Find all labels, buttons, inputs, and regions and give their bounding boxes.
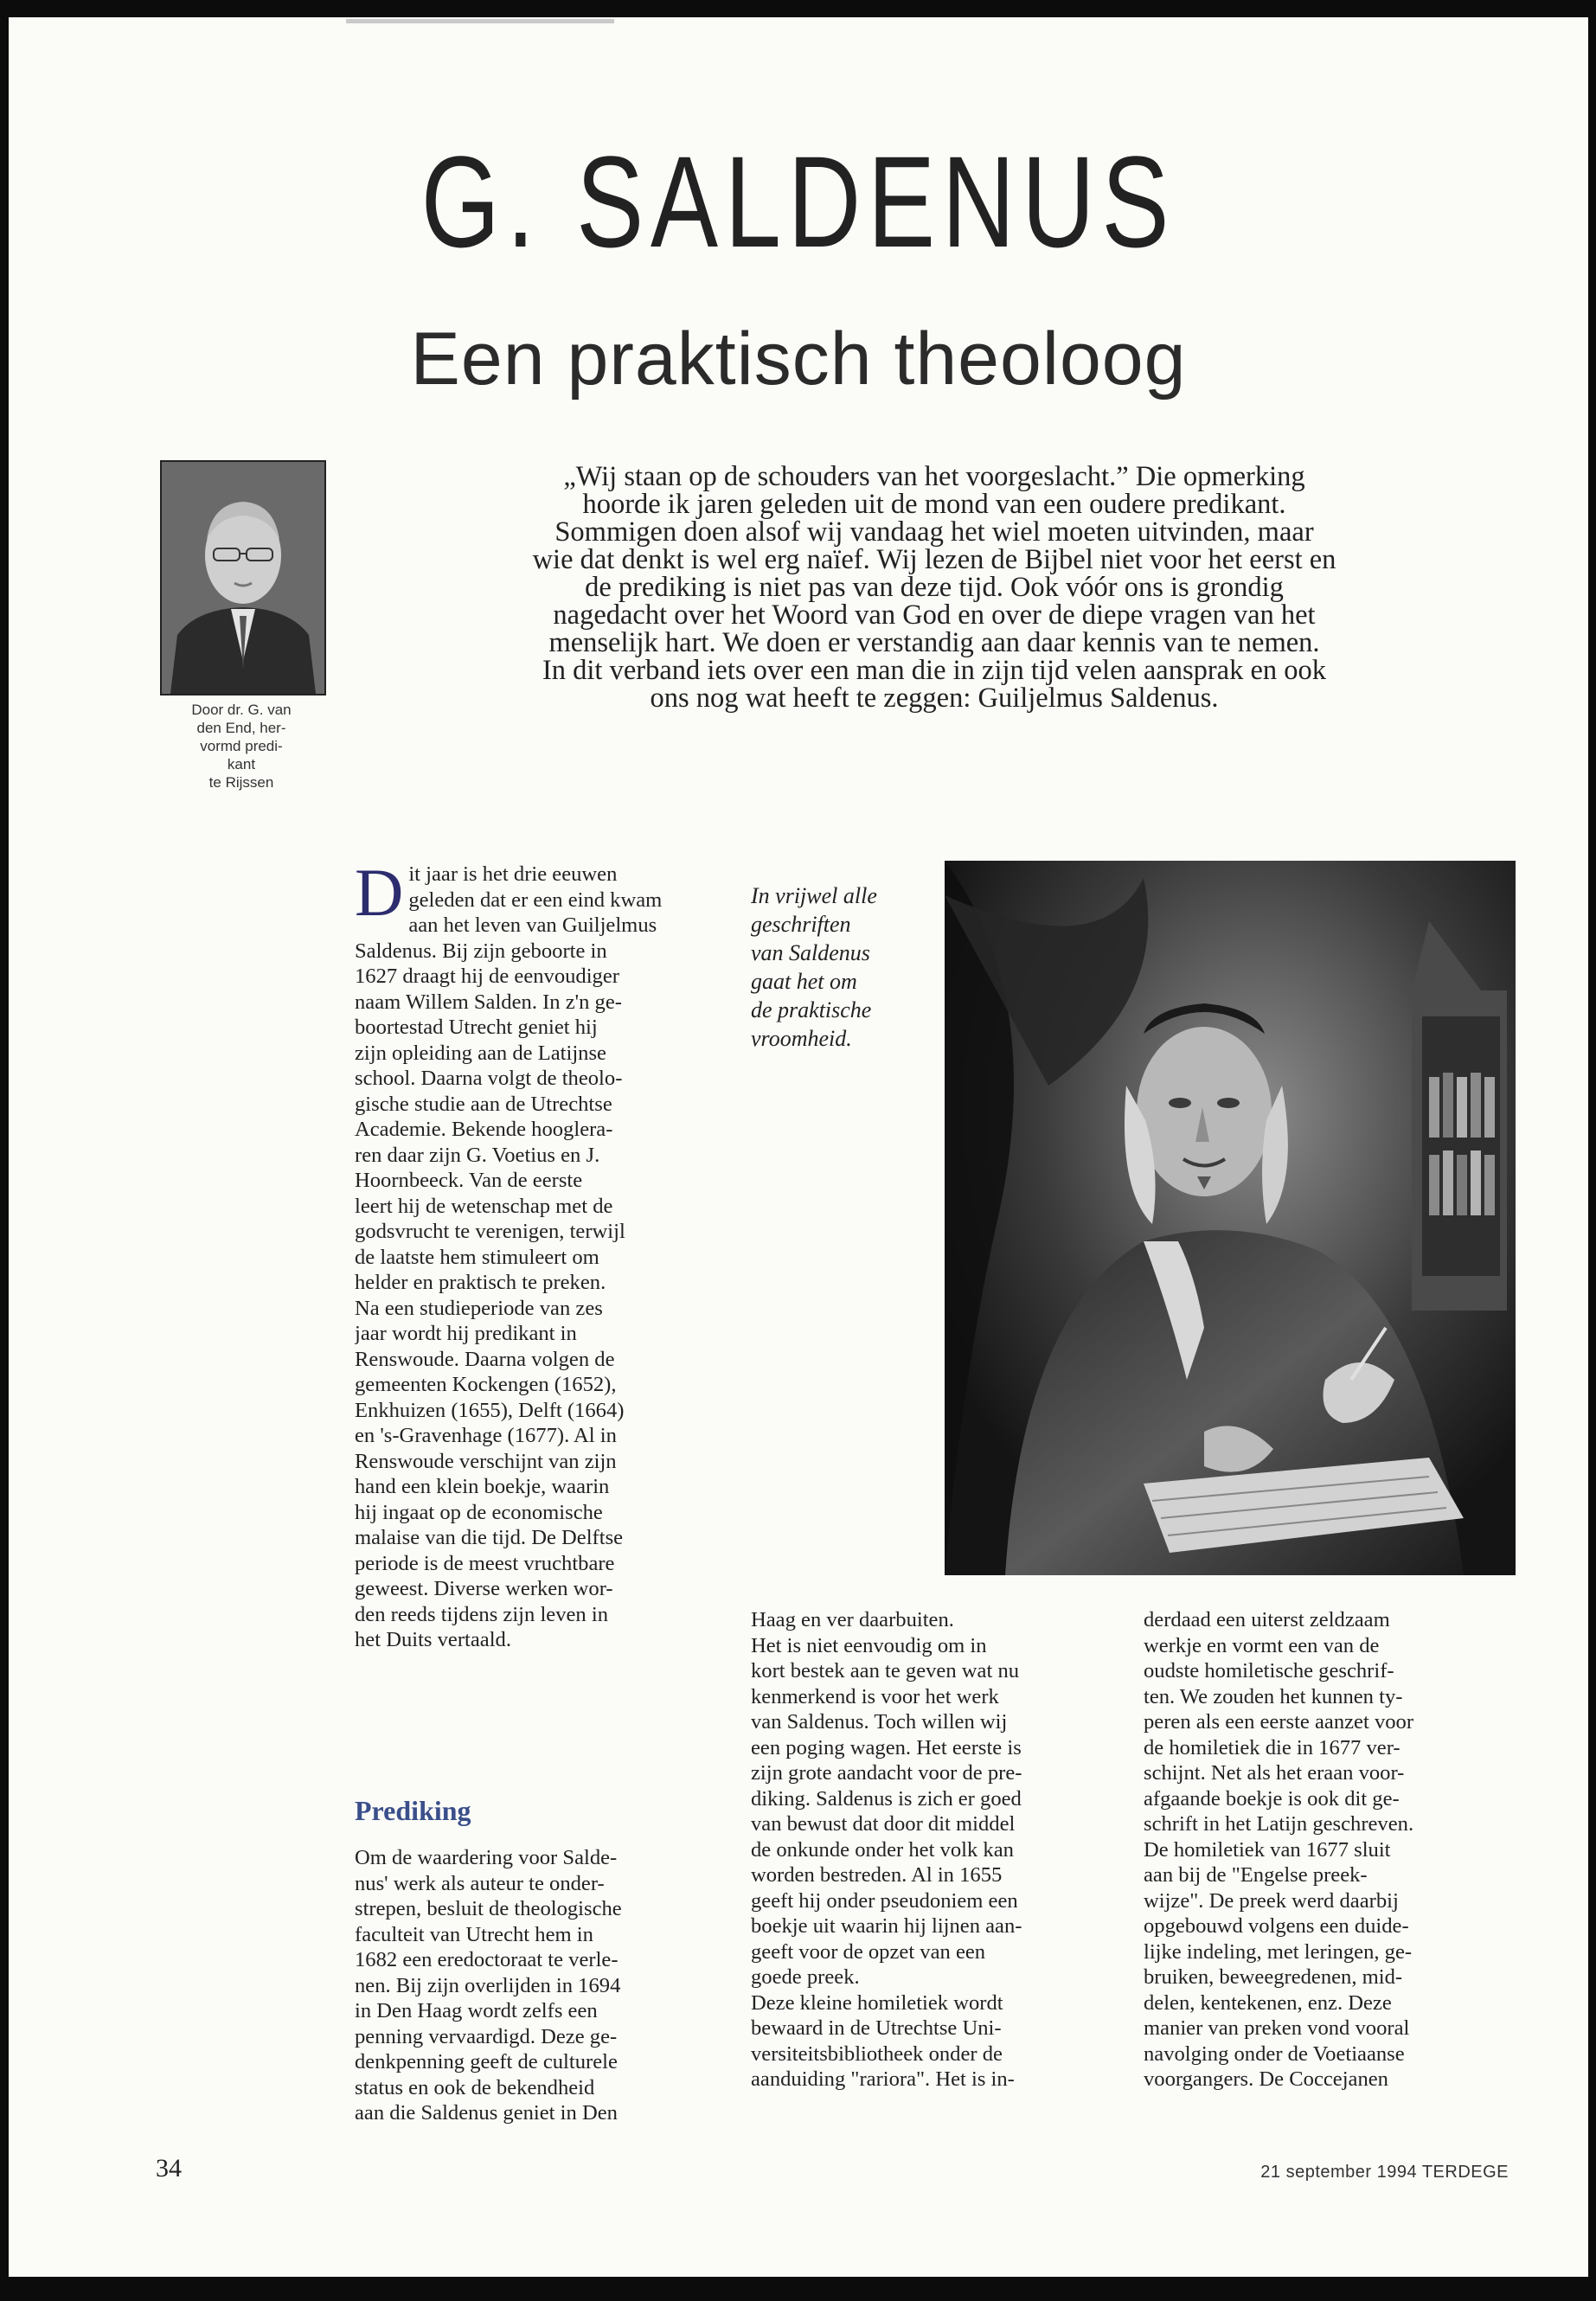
body-line: aan het leven van Guiljelmus: [408, 913, 657, 937]
body-line: aan die Saldenus geniet in Den: [355, 2101, 618, 2125]
footer-date-publication: 21 september 1994 TERDEGE: [1260, 2163, 1509, 2182]
body-line: penning vervaardigd. Deze ge-: [355, 2024, 618, 2048]
body-line: het Duits vertaald.: [355, 1628, 511, 1651]
body-line: afgaande boekje is ook dit ge-: [1144, 1786, 1400, 1811]
body-line: peren als een eerste aanzet voor: [1144, 1710, 1414, 1734]
body-line: kort bestek aan te geven wat nu: [751, 1659, 1020, 1682]
body-line: status en ook de bekendheid: [355, 2075, 595, 2099]
body-column-1-continued: [355, 1845, 696, 2126]
body-line: strepen, besluit de theologische: [355, 1897, 622, 1920]
intro-line: „Wij staan op de schouders van het voorgeslacht.” Die opmerking: [563, 461, 1305, 492]
section-heading-prediking: Prediking: [355, 1795, 471, 1826]
body-line: nen. Bij zijn overlijden in 1694: [355, 1973, 621, 1997]
body-line: periode is de meest vruchtbare: [355, 1551, 615, 1575]
intro-line: wie dat denkt is wel erg naïef. Wij lezen de Bijbel niet voor het eerst en: [532, 544, 1336, 575]
body-line: en 's-Gravenhage (1677). Al in: [355, 1424, 617, 1447]
body-line: werkje en vormt een van de: [1144, 1633, 1380, 1657]
body-line: godsvrucht te verenigen, terwijl: [355, 1220, 625, 1243]
body-line: de onkunde onder het volk kan: [751, 1837, 1014, 1862]
body-line: Haag en ver daarbuiten.: [751, 1608, 954, 1631]
body-line: den reeds tijdens zijn leven in: [355, 1602, 608, 1626]
body-line: een poging wagen. Het eerste is: [751, 1735, 1022, 1759]
body-line: gemeenten Kockengen (1652),: [355, 1373, 617, 1396]
intro-line: hoorde ik jaren geleden uit de mond van een oudere predikant.: [582, 489, 1286, 520]
body-line: zijn opleiding aan de Latijnse: [355, 1041, 606, 1065]
intro-line: nagedacht over het Woord van God en over de diepe vragen van het: [553, 599, 1316, 631]
pull-quote-line: gaat het om: [751, 969, 857, 994]
body-line: van bewust dat door dit middel: [751, 1812, 1016, 1836]
body-line: malaise van die tijd. De Delftse: [355, 1526, 624, 1549]
body-line: it jaar is het drie eeuwen: [408, 862, 618, 886]
body-line: hij ingaat op de economische: [355, 1500, 603, 1524]
top-edge-mark: [346, 19, 614, 23]
body-line: delen, kentekenen, enz. Deze: [1144, 1990, 1392, 2015]
author-photo: [160, 460, 326, 695]
body-line: lijke indeling, met leringen, ge-: [1144, 1939, 1413, 1964]
body-line: navolging onder de Voetiaanse: [1144, 2041, 1405, 2066]
body-line: van Saldenus. Toch willen wij: [751, 1710, 1008, 1734]
body-line: ren daar zijn G. Voetius en J.: [355, 1143, 600, 1167]
pull-quote-line: vroomheid.: [751, 1026, 852, 1051]
pull-quote-line: de praktische: [751, 997, 872, 1022]
author-caption-line: Door dr. G. van: [191, 702, 292, 718]
body-line: zijn grote aandacht voor de pre-: [751, 1761, 1022, 1785]
body-line: Renswoude. Daarna volgen de: [355, 1347, 615, 1371]
body-line: Renswoude verschijnt van zijn: [355, 1449, 617, 1473]
body-line: opgebouwd volgens een duide-: [1144, 1914, 1409, 1938]
body-line: goede preek.: [751, 1965, 860, 1989]
body-line: boortestad Utrecht geniet hij: [355, 1016, 598, 1039]
author-caption-line: te Rijssen: [208, 774, 274, 791]
body-line: naam Willem Salden. In z'n ge-: [355, 990, 622, 1014]
body-line: nus' werk als auteur te onder-: [355, 1871, 605, 1895]
saldenus-portrait-engraving: [945, 861, 1516, 1575]
body-line: bruiken, beweegredenen, mid-: [1144, 1965, 1403, 1989]
body-line: faculteit van Utrecht hem in: [355, 1922, 593, 1946]
author-caption-line: kant: [227, 756, 256, 772]
intro-line: In dit verband iets over een man die in zijn tijd velen aansprak en ook: [542, 655, 1327, 686]
intro-line: de prediking is niet pas van deze tijd. Ook vóór ons is grondig: [585, 572, 1284, 603]
body-line: schijnt. Net als het eraan voor-: [1144, 1761, 1405, 1785]
body-column-3: [1144, 1607, 1498, 2093]
intro-line: ons nog wat heeft te zeggen: Guiljelmus Saldenus.: [650, 683, 1219, 714]
body-line: Deze kleine homiletiek wordt: [751, 1990, 1003, 2015]
body-line: de homiletiek die in 1677 ver-: [1144, 1735, 1401, 1759]
body-line: geleden dat er een eind kwam: [408, 888, 663, 912]
body-line: 1627 draagt hij de eenvoudiger: [355, 965, 619, 988]
body-line: ten. We zouden het kunnen ty-: [1144, 1684, 1403, 1708]
intro-paragraph: [454, 463, 1414, 712]
body-line: aanduiding "rariora". Het is in-: [751, 2067, 1015, 2091]
body-line: helder en praktisch te preken.: [355, 1271, 606, 1294]
intro-line: menselijk hart. We doen er verstandig aan daar kennis van te nemen.: [548, 627, 1320, 658]
body-line: in Den Haag wordt zelfs een: [355, 1999, 598, 2022]
body-line: worden bestreden. Al in 1655: [751, 1863, 1003, 1887]
author-caption-line: den End, her-: [196, 720, 286, 736]
body-line: denkpenning geeft de culturele: [355, 2050, 618, 2073]
body-line: aan bij de "Engelse preek-: [1144, 1863, 1368, 1887]
body-line: de laatste hem stimuleert om: [355, 1245, 599, 1269]
body-line: schrift in het Latijn geschreven.: [1144, 1812, 1414, 1836]
body-line: gische studie aan de Utrechtse: [355, 1092, 612, 1116]
body-line: geeft hij onder pseudoniem een: [751, 1888, 1018, 1913]
body-line: De homiletiek van 1677 sluit: [1144, 1837, 1391, 1862]
author-caption: [152, 701, 330, 792]
article-subtitle: Een praktisch theoloog: [410, 317, 1187, 401]
body-line: geweest. Diverse werken wor-: [355, 1577, 613, 1600]
body-line: Hoornbeeck. Van de eerste: [355, 1169, 583, 1192]
body-line: diking. Saldenus is zich er goed: [751, 1786, 1022, 1811]
author-caption-line: vormd predi-: [200, 738, 283, 754]
body-column-2: [751, 1607, 1106, 2093]
body-line: Het is niet eenvoudig om in: [751, 1633, 987, 1657]
body-line: versiteitsbibliotheek onder de: [751, 2041, 1003, 2066]
body-line: oudste homiletische geschrif-: [1144, 1659, 1394, 1682]
body-line: voorgangers. De Coccejanen: [1144, 2067, 1388, 2091]
intro-line: Sommigen doen alsof wij vandaag het wiel moeten uitvinden, maar: [554, 516, 1314, 548]
pull-quote: [751, 881, 933, 1053]
body-line: wijze". De preek werd daarbij: [1144, 1888, 1399, 1913]
body-line: Om de waardering voor Salde-: [355, 1846, 618, 1869]
body-line: Academie. Bekende hooglera-: [355, 1118, 613, 1141]
body-line: 1682 een eredoctoraat te verle-: [355, 1948, 619, 1971]
body-line: kenmerkend is voor het werk: [751, 1684, 999, 1708]
article-display-title: G. SALDENUS: [420, 129, 1176, 274]
body-line: boekje uit waarin hij lijnen aan-: [751, 1914, 1022, 1938]
body-line: jaar wordt hij predikant in: [355, 1322, 577, 1345]
body-line: Na een studieperiode van zes: [355, 1296, 603, 1320]
body-line: Enkhuizen (1655), Delft (1664): [355, 1398, 625, 1422]
body-line: bewaard in de Utrechtse Uni-: [751, 2016, 1002, 2040]
body-line: derdaad een uiterst zeldzaam: [1144, 1608, 1390, 1631]
body-line: geeft voor de opzet van een: [751, 1939, 986, 1964]
pull-quote-line: geschriften: [751, 912, 851, 937]
body-line: leert hij de wetenschap met de: [355, 1194, 613, 1218]
body-line: school. Daarna volgt de theolo-: [355, 1067, 623, 1090]
body-line: hand een klein boekje, waarin: [355, 1475, 610, 1498]
drop-cap: D: [355, 862, 404, 930]
pull-quote-line: van Saldenus: [751, 940, 870, 965]
body-line: manier van preken vond vooral: [1144, 2016, 1410, 2040]
page-number: 34: [156, 2154, 182, 2182]
pull-quote-line: In vrijwel alle: [751, 883, 877, 908]
body-line: Saldenus. Bij zijn geboorte in: [355, 939, 607, 963]
body-column-1: [355, 862, 696, 1653]
magazine-page: [9, 17, 1588, 2277]
